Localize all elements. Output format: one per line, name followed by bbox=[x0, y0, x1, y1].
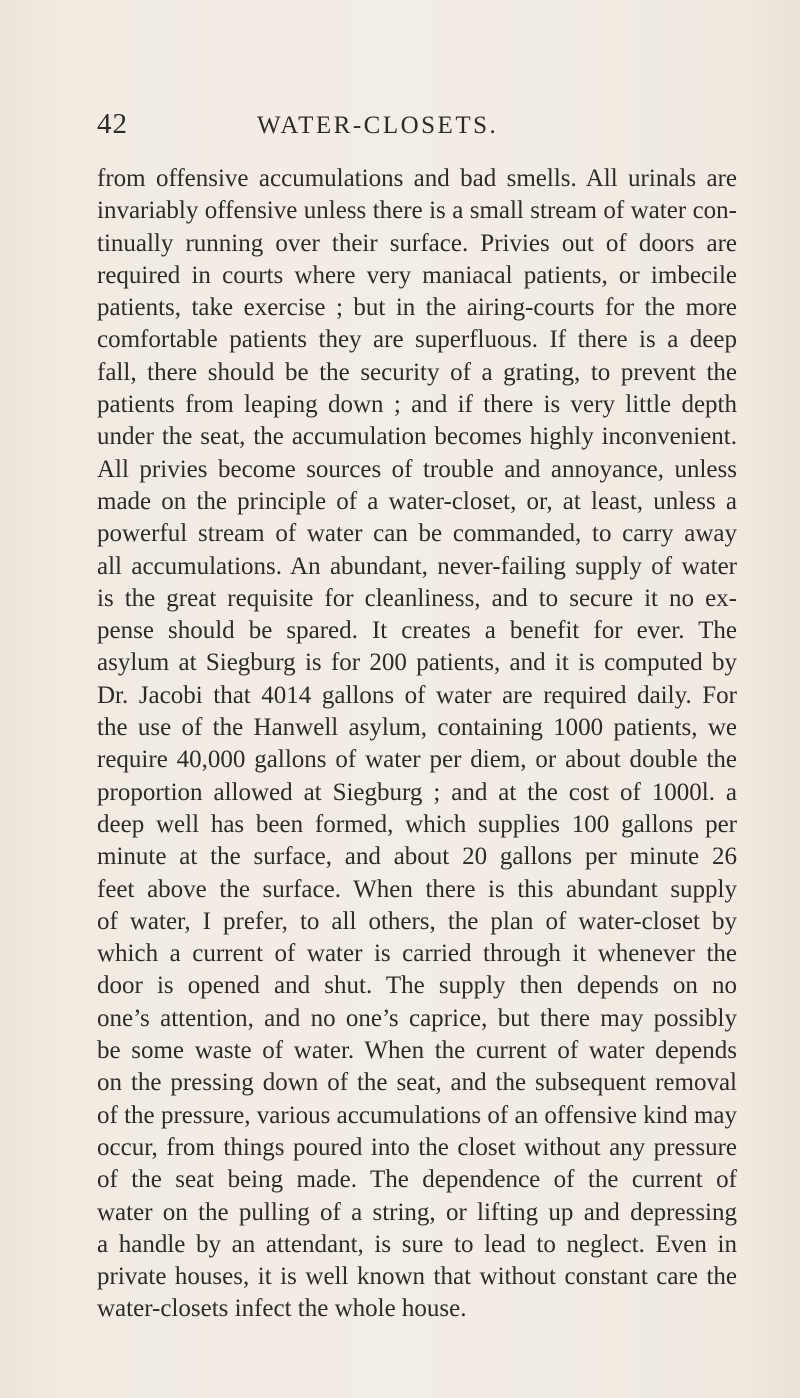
text-line: made on the principle of a water-closet, or, at least, unless a bbox=[97, 487, 737, 515]
text-line: one’s attention, and no one’s caprice, but there may possibly bbox=[97, 1004, 737, 1032]
text-line: a handle by an attendant, is sure to lead to neglect. Even in bbox=[97, 1230, 737, 1258]
body-text bbox=[97, 163, 737, 1326]
text-line: patients, take exercise ; but in the airing-courts for the more bbox=[97, 294, 737, 322]
text-line: invariably offensive unless there is a small stream of water con- bbox=[97, 197, 737, 225]
text-line-last: water-closets infect the whole house. bbox=[97, 1295, 467, 1323]
text-line: of the seat being made. The dependence of the current of bbox=[97, 1166, 737, 1194]
text-line: which a current of water is carried through it whenever the bbox=[97, 940, 737, 968]
running-head: WATER-CLOSETS. bbox=[257, 112, 499, 139]
text-line: require 40,000 gallons of water per diem, or about double the bbox=[97, 746, 737, 774]
text-line: of the pressure, various accumulations of an offensive kind may bbox=[97, 1101, 737, 1129]
text-line: under the seat, the accumulation becomes highly inconvenient. bbox=[97, 423, 737, 451]
text-line: required in courts where very maniacal patients, or imbecile bbox=[97, 261, 737, 289]
text-line: powerful stream of water can be commanded, to carry away bbox=[97, 520, 737, 548]
text-line: private houses, it is well known that without constant care the bbox=[97, 1263, 737, 1291]
text-line: asylum at Siegburg is for 200 patients, and it is computed by bbox=[97, 649, 737, 677]
text-line: pense should be spared. It creates a benefit for ever. The bbox=[97, 617, 737, 645]
text-line: comfortable patients they are superfluous. If there is a deep bbox=[97, 326, 737, 354]
text-line: patients from leaping down ; and if there is very little depth bbox=[97, 391, 737, 419]
text-line: water on the pulling of a string, or lifting up and depressing bbox=[97, 1198, 737, 1226]
text-line: occur, from things poured into the closet without any pressure bbox=[97, 1133, 737, 1161]
text-line: minute at the surface, and about 20 gallons per minute 26 bbox=[97, 843, 737, 871]
text-line: all accumulations. An abundant, never-failing supply of water bbox=[97, 552, 737, 580]
text-line: fall, there should be the security of a grating, to prevent the bbox=[97, 358, 737, 386]
text-line: from offensive accumulations and bad smells. All urinals are bbox=[97, 165, 737, 192]
text-line: on the pressing down of the seat, and the subsequent removal bbox=[97, 1069, 737, 1097]
page-header bbox=[0, 108, 800, 148]
text-line: All privies become sources of trouble and annoyance, unless bbox=[97, 455, 737, 483]
text-line: door is opened and shut. The supply then depends on no bbox=[97, 972, 737, 1000]
text-line: is the great requisite for cleanliness, and to secure it no ex- bbox=[97, 584, 737, 612]
text-line: tinually running over their surface. Privies out of doors are bbox=[97, 229, 737, 257]
text-line: of water, I prefer, to all others, the plan of water-closet by bbox=[97, 907, 737, 935]
text-line: deep well has been formed, which supplies 100 gallons per bbox=[97, 810, 737, 838]
text-line: feet above the surface. When there is this abundant supply bbox=[97, 875, 737, 903]
text-line: the use of the Hanwell asylum, containing 1000 patients, we bbox=[97, 714, 737, 742]
text-line: proportion allowed at Siegburg ; and at the cost of 1000l. a bbox=[97, 778, 737, 806]
text-line: Dr. Jacobi that 4014 gallons of water are required daily. For bbox=[97, 681, 737, 709]
page-number: 42 bbox=[97, 108, 128, 140]
text-line: be some waste of water. When the current of water depends bbox=[97, 1037, 737, 1065]
